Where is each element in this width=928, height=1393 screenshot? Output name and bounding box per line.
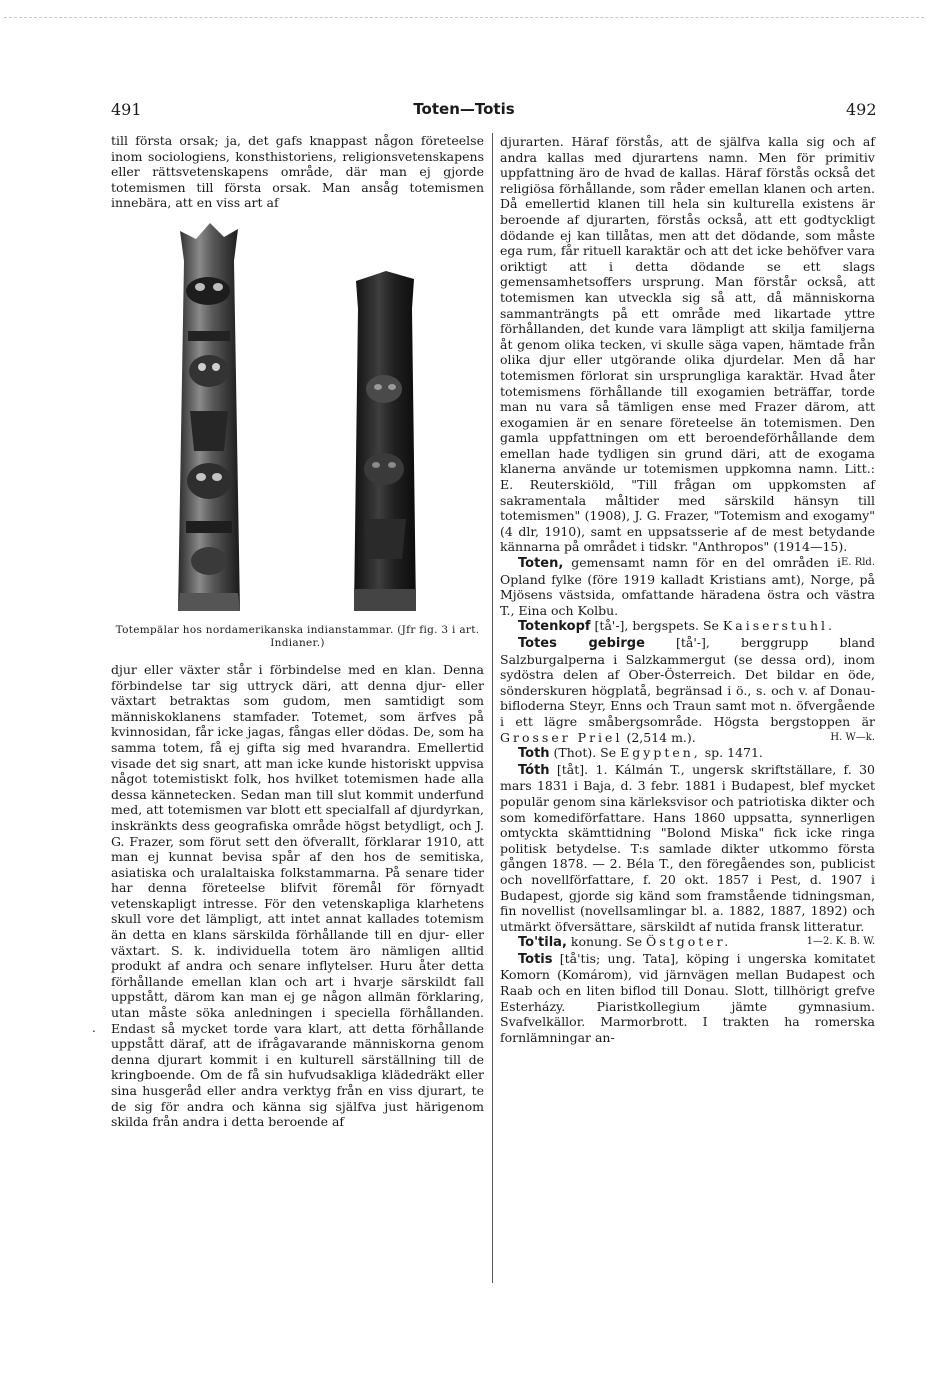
entry-totes-text: [tå'-], berggrupp bland Salzburgalperna i Salzkammergut (se dessa ord), inom sydöstra delen af Ober-Österreich. Det bildar en öde, sönderskuren högplatå, begränsad i ö., s. och v. af Donau-bifloderna Steyr, Enns och Traun samt mot n. öfvergående i ett lägre småbergsområde. Högsta bergstoppen är bbox=[500, 635, 875, 729]
entry-totila-text: konung. Se bbox=[570, 934, 643, 950]
headword-totis: Totis bbox=[518, 951, 553, 967]
headword-totila: To'tila, bbox=[518, 935, 567, 951]
margin-mark: . bbox=[92, 1021, 96, 1035]
totemism-continuation-text: djurarten. Häraf förstås, att de själfva kalla sig och af andra kallas med djurartens namn. Men för primitiv uppfattning äro de hvad de kallas. Häraf förstås också det religiösa förhållande, som råder emellan klanen och arten. Då emellertid klanen till hela sin kulturella existens är beroende af djurarten, förstås också, att ett godtyckligt dödande ej kan tillåtas, men att det dödande, som måste ega rum, får rituell karaktär och att det icke behöfver vara oriktigt att i detta dödande se ett slags gemensamhetsoffers ursprung. Man förstår också, att totemismen kan utveckla sig så att, då människorna sammanträngts på ett område med likartade yttre förhållanden, det kunde vara lämpligt att skilja familjerna åt genom olika tecken, vi skulle säga vapen, hämtade från olika djur eller utgörande olika djurdelar. Men då har totemismen förlorat sin ursprungliga karaktär. Hvad åter totemismens förhållande till exogamien beträffar, torde man nu vara så tämligen ense med Frazer därom, att exogamien är en senare företeelse än totemismen. Den gamla uppfattningen om ett beroendeförhållande dem emellan hade tydligen sin grund däri, att de exogama klanerna använde ur totemismen uppkomna namn. Litt.: E. Reuterskiöld, "Till frågan om uppkomsten af sakramentala måltider med särskild hänsyn till totemismen" (1908), J. G. Frazer, "Totemism and exogamy" (4 dlr, 1910), samt en uppsatsserie af de mest betydande kännarna på området i tidskr. "Anthropos" (1914—15). bbox=[500, 134, 875, 555]
entry-toth-2-text: [tåt]. 1. Kálmán T., ungersk skriftställare, f. 30 mars 1831 i Baja, d. 3 febr. 1881 i Budapest, blef mycket populär genom sina kärleksvisor och patriotiska dikter och som komediförfattare. Hans 1860 uppsatta, synnerligen omtyckta skämttidning "Bolond Miska" fick icke ringa politisk betydelse. T:s samlade dikter utkommo första gången 1878. — 2. Béla T., den föregåendes son, publicist och novellförfattare, f. 20 okt. 1857 i Pest, d. 1907 i Budapest, gjorde sig känd som framstående tidningsman, fin novellist (novellsamlingar bl. a. 1882, 1887, 1892) och utmärkt öfversättare, särskildt af nutida fransk litteratur. bbox=[500, 761, 875, 934]
totem-pole-right-image bbox=[346, 269, 424, 611]
author-signature-rld: E. Rld. bbox=[841, 557, 875, 569]
entry-totes-gebirge bbox=[500, 635, 875, 745]
page-number-right: 492 bbox=[846, 100, 877, 119]
entry-totis bbox=[500, 951, 875, 1046]
entry-toten-text: gemensamt namn för en del områden i Opland fylke (före 1919 kalladt Kristians amt), Norge, på Mjösens västsida, omfattande häradena östra och västra T., Eina och Kolbu. bbox=[500, 555, 875, 618]
cross-reference-grosser-priel: Grosser Priel bbox=[500, 729, 623, 745]
entry-toth-text: (Thot). Se bbox=[553, 745, 617, 761]
cross-reference-egypten: Egypten, bbox=[620, 745, 701, 761]
left-intro-text: till första orsak; ja, det gafs knappast någon företeelse inom sociologiens, konsthistoriens, religionsvetenskapens eller rättsvetenskapens område, där man ej gjorde totemismen till första orsak. Man ansåg totemismen innebära, att en viss art af bbox=[111, 133, 484, 211]
entry-toth-tail: sp. 1471. bbox=[704, 745, 763, 761]
page-header bbox=[0, 100, 928, 122]
entry-toth bbox=[500, 745, 875, 762]
entry-totenkopf bbox=[500, 618, 875, 635]
headword-totenkopf: Totenkopf bbox=[518, 619, 591, 635]
entry-toten bbox=[500, 555, 875, 618]
headword-toth: Toth bbox=[518, 746, 550, 762]
author-signature-hwk: H. W—k. bbox=[830, 731, 875, 743]
headword-totes-gebirge: Totes gebirge bbox=[518, 636, 645, 651]
left-body-text: djur eller växter står i förbindelse med en klan. Denna förbindelse tar sig uttryck däri, att denna djur- eller växtart betraktas som gudom, men samtidigt som människoklanens stamfader. Totemet, som ärfves på kvinnosidan, får icke jagas, fångas eller dödas. De, som ha samma totem, få ej gifta sig med hvarandra. Emellertid visade det sig snart, att man icke kunde historiskt uppvisa något totemistiskt folk, hos hvilket totemismen hade alla dessa kännetecken. Sedan man till slut kommit underfund med, att totemismen var blott ett specialfall af djurdyrkan, inskränkts dess geografiska område högst betydligt, och J. G. Frazer, som förut sett den öfverallt, förklarar 1910, att man ej kunnat bevisa spår af den hos de semitiska, asiatiska och uralaltaiska folkstammarna. På senare tider har denna företeelse blifvit föremål för förnyadt vetenskapligt intresse. För den vetenskapliga klarhetens skull vore det lämpligt, att intet annat kallades totemism än detta en klans särskilda förhållande till en djur- eller växtart. S. k. individuella totem äro nämligen alltid produkt af andra och senare inflytelser. Huru åter detta förhållande emellan klan och art i hvarje särskildt fall uppstått, därom kan man ej ge någon allmän förklaring, utan måste söka anledningen i speciella förhållanden. Endast så mycket torde vara klart, att detta förhållande uppstått däraf, att de ifrågavarande människorna genom denna djurart kommit i en kulturell särställning till de kringboende. Om de få sin hufvudsakliga klädedräkt eller sina husgeråd eller andra verktyg från en viss djurart, te de sig för andra och känna sig själfva just härigenom skilda från andra i detta beroende af bbox=[111, 661, 484, 1130]
entry-totes-tail: (2,514 m.). bbox=[626, 729, 696, 745]
column-divider bbox=[492, 133, 493, 1283]
author-signature-kbw: 1—2. K. B. W. bbox=[806, 936, 875, 948]
page-number-left: 491 bbox=[111, 100, 142, 119]
running-title: Toten—Totis bbox=[413, 100, 515, 118]
headword-toten: Toten, bbox=[518, 556, 564, 572]
entry-totis-text: [tå'tis; ung. Tata], köping i ungerska komitatet Komorn (Komárom), vid järnvägen mellan Budapest och Raab och en liten biflod till Donau. Slott, tillhörigt grefve Esterházy. Piaristkollegium jämte gymnasium. Svafvelkällor. Marmorbrott. I trakten ha romerska fornlämningar an- bbox=[500, 950, 875, 1045]
cross-reference-kaiserstuhl: Kaiserstuhl. bbox=[722, 618, 835, 634]
totem-pole-left-image bbox=[166, 221, 252, 611]
totem-figure bbox=[111, 217, 484, 622]
right-column bbox=[500, 134, 875, 1045]
left-column bbox=[111, 133, 484, 1130]
cross-reference-ostgoter: Östgoter. bbox=[646, 934, 732, 950]
figure-caption: Totempälar hos nordamerikanska indianstammar. (Jfr fig. 3 i art. Indianer.) bbox=[115, 623, 480, 649]
entry-totenkopf-text: [tå'-], bergspets. Se bbox=[594, 618, 719, 634]
headword-toth-2: Tóth bbox=[518, 762, 550, 778]
page-top-rule bbox=[4, 17, 924, 18]
